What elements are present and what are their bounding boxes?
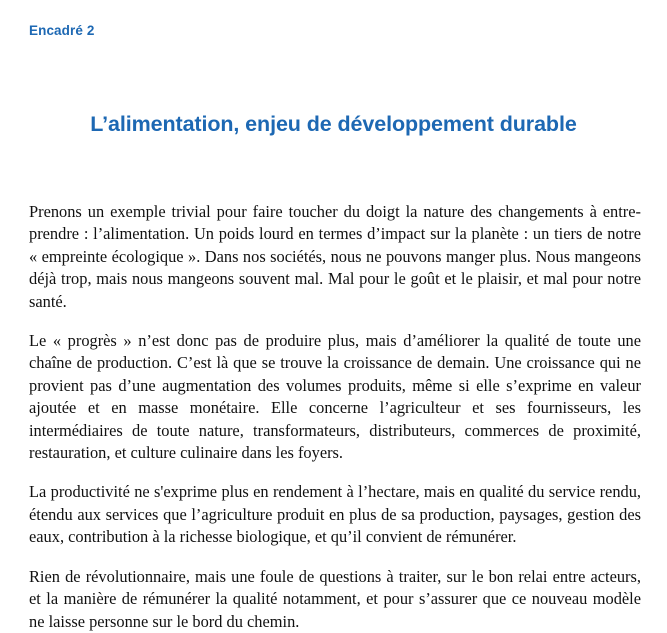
box-label: Encadré 2 (29, 23, 95, 38)
paragraph: Rien de révolutionnaire, mais une foule de questions à traiter, sur le bon relai entre acteurs, et la manière de rémunérer la qualité notamment, et pour s’assurer que ce nouveau modèle ne laisse personne sur le bord du chemin. (29, 566, 641, 631)
paragraph: La productivité ne s'exprime plus en rendement à l’hectare, mais en qualité du service rendu, étendu aux services que l’agriculture produit en plus de sa production, paysages, gestion des eaux, contribution à la richesse biologique, et qu’il convient de rémunérer. (29, 482, 641, 547)
paragraph: Le « progrès » n’est donc pas de produire plus, mais d’améliorer la qualité de toute une chaîne de production. C’est là que se trouve la croissance de demain. Une croissance qui ne provient pas d’une augmentation des volumes produits, même si elle s’exprime en valeur ajoutée et en masse monétaire. Elle concerne l’agriculteur et ses fournisseurs, les intermédiaires de toute nature, transformateurs, distributeurs, commerces de proximité, restauration, et culture culinaire dans les foyers. (29, 331, 641, 463)
body-text (29, 201, 641, 633)
paragraph: Prenons un exemple trivial pour faire toucher du doigt la nature des changements à entre-prendre : l’alimentation. Un poids lourd en termes d’impact sur la planète : un tiers de notre « empreinte écologique ». Dans nos sociétés, nous ne pouvons manger plus. Nous mangeons déjà trop, mais nous mangeons souvent mal. Mal pour le goût et le plaisir, et mal pour notre santé. (29, 202, 641, 311)
page-title: L’alimentation, enjeu de développement durable (90, 112, 577, 137)
